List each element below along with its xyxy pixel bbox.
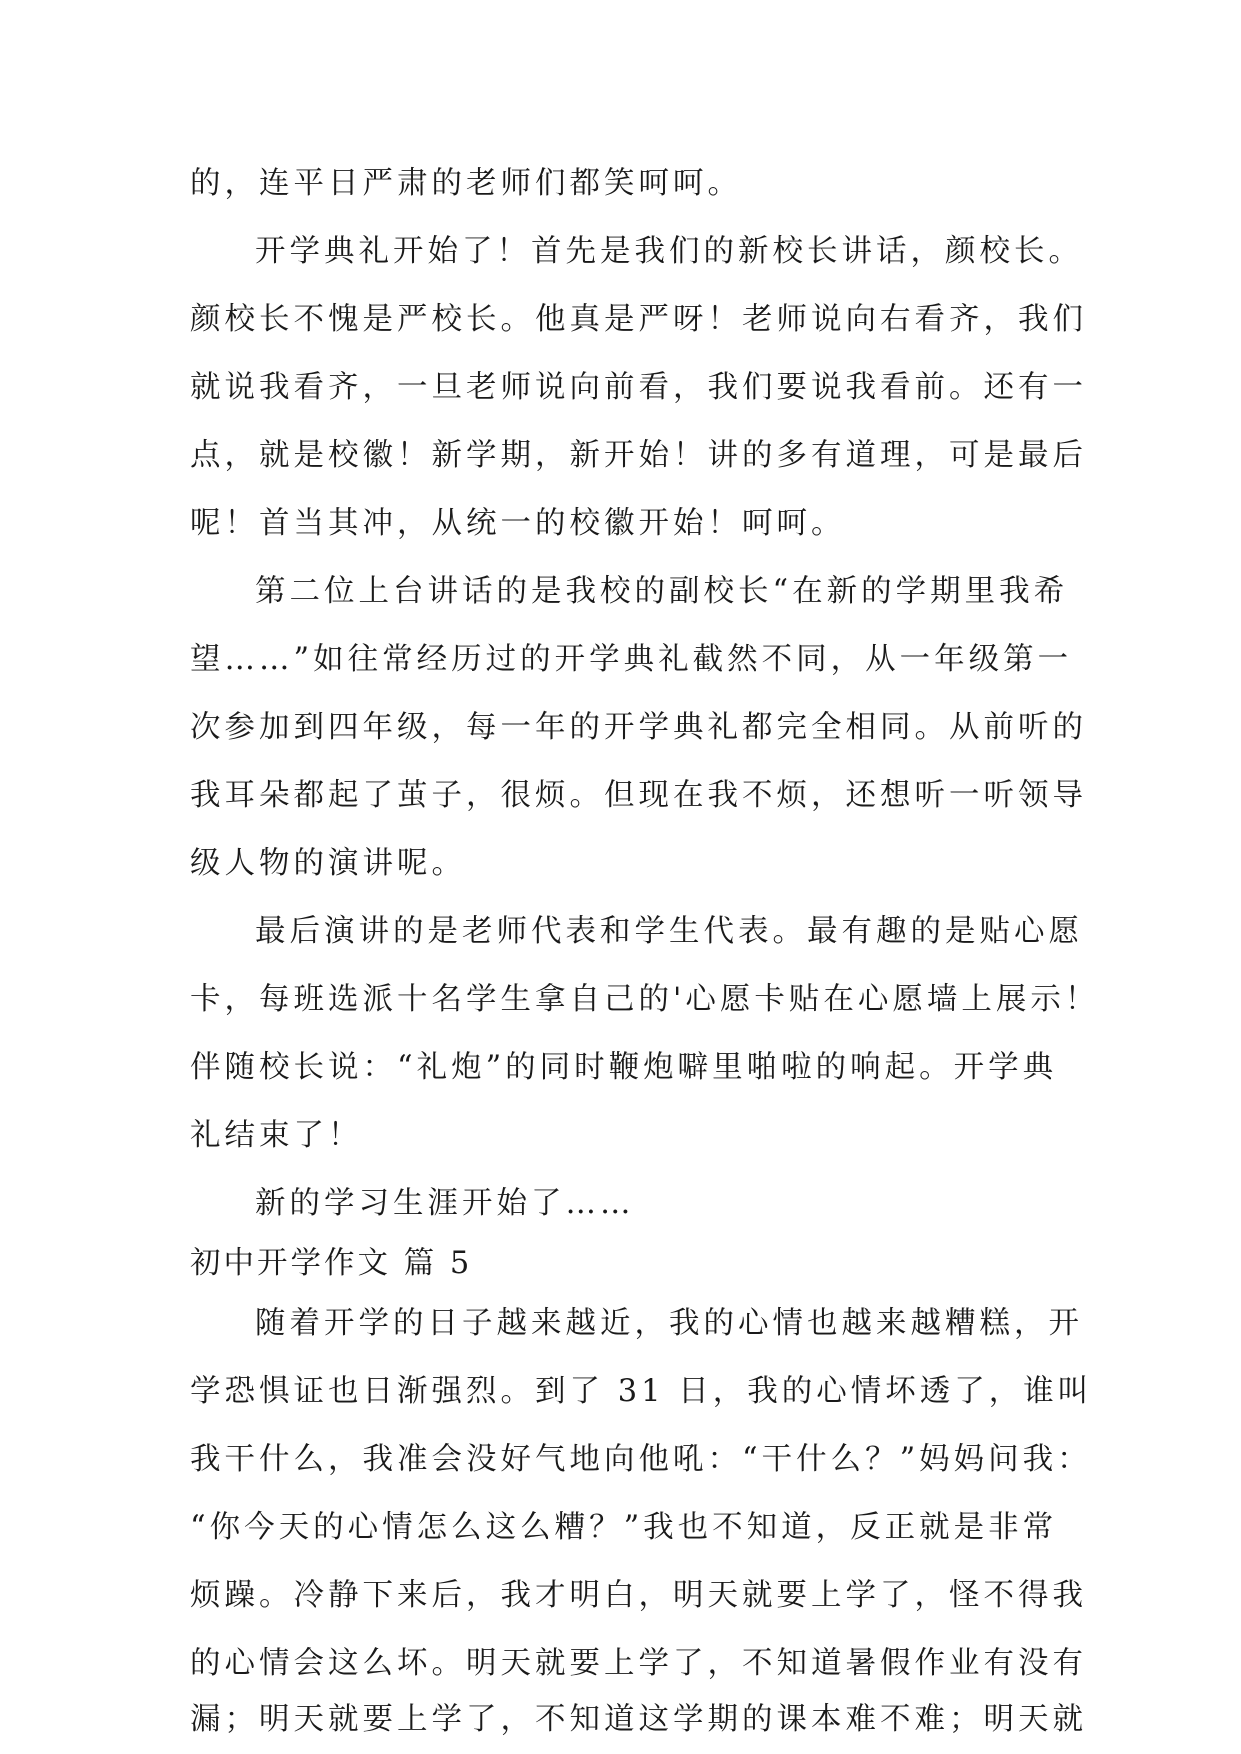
paragraph-first-line: 随着开学的日子越来越近，我的心情也越来越糟糕，开	[255, 1306, 1083, 1341]
text-line: 烦躁。冷静下来后，我才明白，明天就要上学了，怪不得我	[190, 1578, 1087, 1613]
text-line: 卡，每班选派十名学生拿自己的'心愿卡贴在心愿墙上展示！	[190, 982, 1100, 1017]
text-line: 级人物的演讲呢。	[190, 846, 466, 881]
text-line: 颜校长不愧是严校长。他真是严呀！老师说向右看齐，我们	[190, 302, 1087, 337]
text-line: 礼结束了！	[190, 1118, 363, 1153]
text-line: 我耳朵都起了茧子，很烦。但现在我不烦，还想听一听领导	[190, 778, 1087, 813]
text-line: 学恐惧证也日渐强烈。到了 31 日，我的心情坏透了，谁叫	[190, 1374, 1093, 1409]
text-line: 次参加到四年级，每一年的开学典礼都完全相同。从前听的	[190, 710, 1087, 745]
paragraph-first-line: 新的学习生涯开始了……	[255, 1186, 635, 1221]
text-line: 就说我看齐，一旦老师说向前看，我们要说我看前。还有一	[190, 370, 1087, 405]
text-line: 伴随校长说：“礼炮”的同时鞭炮噼里啪啦的响起。开学典	[190, 1050, 1058, 1085]
text-line: “你今天的心情怎么这么糟？”我也不知道，反正就是非常	[190, 1510, 1058, 1545]
paragraph-first-line: 最后演讲的是老师代表和学生代表。最有趣的是贴心愿	[255, 914, 1083, 949]
text-line: 呢！首当其冲，从统一的校徽开始！呵呵。	[190, 506, 846, 541]
text-line: 我干什么，我准会没好气地向他吼：“干什么？”妈妈问我：	[190, 1442, 1092, 1477]
section-heading: 初中开学作文 篇 5	[190, 1246, 473, 1281]
text-line: 点，就是校徽！新学期，新开始！讲的多有道理，可是最后	[190, 438, 1087, 473]
text-line: 漏；明天就要上学了，不知道这学期的课本难不难；明天就	[190, 1702, 1087, 1737]
text-line: 的心情会这么坏。明天就要上学了，不知道暑假作业有没有	[190, 1646, 1087, 1681]
paragraph-first-line: 第二位上台讲话的是我校的副校长“在新的学期里我希	[255, 574, 1069, 609]
text-line: 的，连平日严肃的老师们都笑呵呵。	[190, 166, 742, 201]
paragraph-first-line: 开学典礼开始了！首先是我们的新校长讲话，颜校长。	[255, 234, 1083, 269]
text-line: 望……”如往常经历过的开学典礼截然不同，从一年级第一	[190, 642, 1073, 677]
